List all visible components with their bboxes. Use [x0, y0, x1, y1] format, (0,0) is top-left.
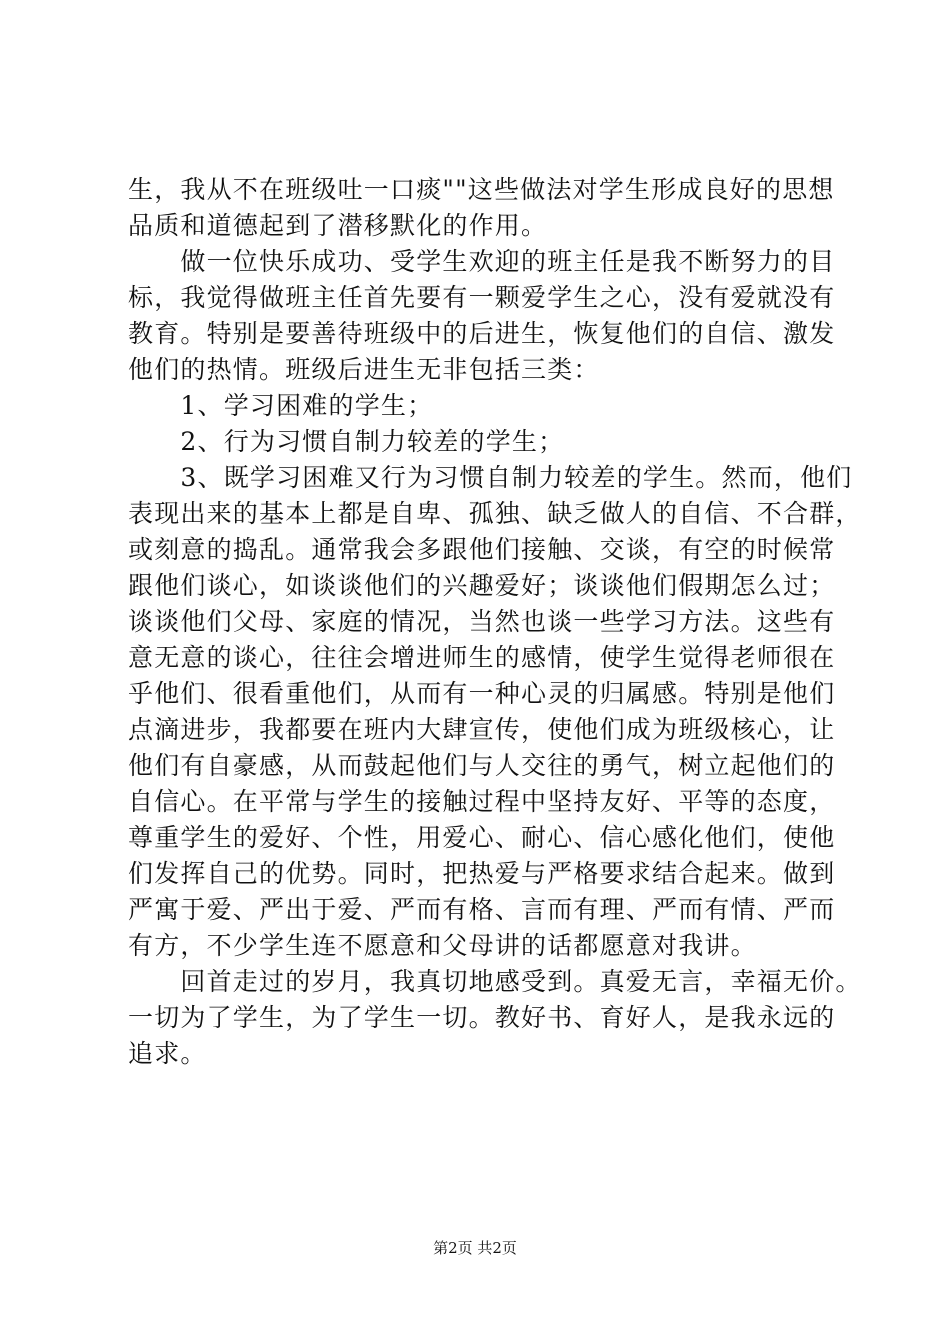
text-line: 2、行为习惯自制力较差的学生； [128, 427, 565, 456]
page-number: 第2页 共2页 [433, 1239, 517, 1257]
text-line: 们发挥自己的优势。同时，把热爱与严格要求结合起来。做到 [128, 859, 836, 888]
text-line: 跟他们谈心，如谈谈他们的兴趣爱好；谈谈他们假期怎么过； [128, 571, 836, 600]
text-line: 他们有自豪感，从而鼓起他们与人交往的勇气，树立起他们的 [128, 751, 836, 780]
text-line: 谈谈他们父母、家庭的情况，当然也谈一些学习方法。这些有 [128, 607, 836, 636]
text-line: 生，我从不在班级吐一口痰""这些做法对学生形成良好的思想 [128, 175, 835, 204]
text-line: 表现出来的基本上都是自卑、孤独、缺乏做人的自信、不合群， [128, 499, 862, 528]
text-line: 回首走过的岁月，我真切地感受到。真爱无言，幸福无价。 [128, 967, 862, 996]
text-line: 1、学习困难的学生； [128, 391, 434, 420]
text-line: 严寓于爱、严出于爱、严而有格、言而有理、严而有情、严而 [128, 895, 836, 924]
text-line: 尊重学生的爱好、个性，用爱心、耐心、信心感化他们，使他 [128, 823, 836, 852]
text-line: 标，我觉得做班主任首先要有一颗爱学生之心，没有爱就没有 [128, 283, 836, 312]
text-line: 他们的热情。班级后进生无非包括三类： [128, 355, 600, 384]
text-line: 乎他们、很看重他们，从而有一种心灵的归属感。特别是他们 [128, 679, 836, 708]
text-line: 一切为了学生，为了学生一切。教好书、育好人，是我永远的 [128, 1003, 836, 1032]
text-line: 教育。特别是要善待班级中的后进生，恢复他们的自信、激发 [128, 319, 836, 348]
text-line: 点滴进步，我都要在班内大肆宣传，使他们成为班级核心，让 [128, 715, 836, 744]
text-line: 有方，不少学生连不愿意和父母讲的话都愿意对我讲。 [128, 931, 757, 960]
text-line: 3、既学习困难又行为习惯自制力较差的学生。然而，他们 [128, 463, 853, 492]
text-line: 品质和道德起到了潜移默化的作用。 [128, 211, 548, 240]
text-line: 做一位快乐成功、受学生欢迎的班主任是我不断努力的目 [128, 247, 836, 276]
text-line: 意无意的谈心，往往会增进师生的感情，使学生觉得老师很在 [128, 643, 836, 672]
body-text [128, 172, 862, 1072]
page-footer [0, 1238, 950, 1258]
text-line: 自信心。在平常与学生的接触过程中坚持友好、平等的态度， [128, 787, 836, 816]
text-line: 追求。 [128, 1039, 207, 1068]
text-line: 或刻意的捣乱。通常我会多跟他们接触、交谈，有空的时候常 [128, 535, 836, 564]
